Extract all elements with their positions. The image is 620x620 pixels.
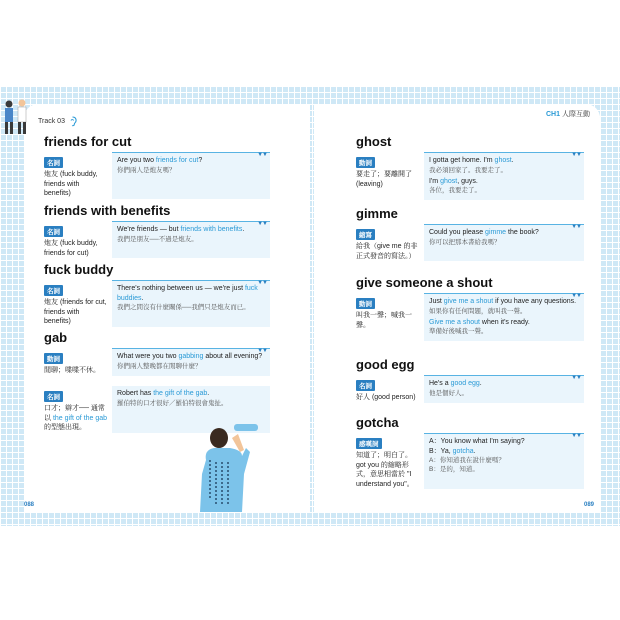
chevron-marks-icon: ▼▼ — [571, 224, 581, 230]
example-sentence: What were you two gabbing about all evening? — [117, 353, 263, 360]
pos-badge: 動詞 — [44, 353, 63, 364]
track-number: Track 03 — [38, 117, 65, 125]
term-heading: gotcha — [356, 415, 399, 430]
man-pointing-illustration — [186, 420, 268, 512]
pos-badge: 名詞 — [44, 157, 63, 168]
example-translation: 你可以把那本書給我嗎？ — [429, 238, 501, 246]
chapter-badge: CH1 — [545, 110, 560, 118]
entry-gotcha — [356, 433, 584, 489]
people-illustration — [0, 98, 32, 138]
example-translation: 我們之間沒有什麼關係──我們只是炮友而已。 — [117, 304, 250, 311]
example-sentence: I'm ghost, guys. — [429, 177, 478, 185]
dialogue-line: B：Ya, gotcha. — [429, 447, 476, 455]
example-translation: 各位，我要走了。 — [429, 187, 481, 194]
meaning: 口才；辯才── 通常以 the gift of the gab 的型態出現。 — [44, 405, 108, 431]
chevron-marks-icon: ▼▼ — [571, 293, 581, 299]
term-heading: fuck buddy — [44, 262, 114, 277]
meaning: 炮友 (fuck buddy, friends for cut) — [44, 240, 98, 257]
term-heading: gab — [44, 330, 68, 345]
chapter-header — [546, 109, 590, 119]
meaning: 要走了；要離開了 (leaving) — [356, 171, 412, 188]
chevron-marks-icon: ▼▼ — [257, 152, 267, 158]
term-heading: good egg — [356, 357, 415, 372]
example-box — [424, 224, 584, 261]
dialogue-translation: A：你知道我在說什麼嗎？ — [429, 457, 505, 464]
page-number: 089 — [584, 502, 595, 508]
example-sentence: He's a good egg. — [429, 380, 482, 387]
meaning: 炮友 (friends for cut, friends with benefits) — [44, 299, 107, 325]
example-sentence: Just give me a shout if you have any questions. — [429, 298, 577, 305]
example-sentence: Give me a shout when it's ready. — [429, 318, 530, 326]
example-translation: 你們兩人整晚都在閒聊什麼？ — [117, 362, 202, 370]
meaning: 閒聊；喋喋不休。 — [44, 367, 100, 374]
example-sentence: Robert has the gift of the gab. — [117, 390, 210, 397]
chevron-marks-icon: ▼▼ — [257, 221, 267, 227]
term-heading: ghost — [356, 134, 392, 149]
pos-badge: 動詞 — [356, 157, 375, 168]
meaning: 給我（give me 的非正式發音的寫法。） — [356, 243, 418, 260]
chevron-marks-icon: ▼▼ — [257, 280, 267, 286]
pos-badge: 名詞 — [356, 380, 375, 391]
example-sentence: Could you please gimme the book? — [429, 229, 539, 236]
example-box — [424, 293, 584, 341]
pos-badge: 名詞 — [44, 285, 63, 296]
meaning: 好人 (good person) — [356, 394, 416, 401]
meaning: 炮友 (fuck buddy, friends with benefits) — [44, 171, 98, 197]
term-heading: friends with benefits — [44, 203, 171, 218]
entry-gimme — [356, 224, 584, 261]
example-translation: 我必須回家了。我要走了。 — [429, 166, 507, 174]
meaning: 知道了；明白了。got you 的縮略形式，意思相當於 "I understand you"。 — [356, 452, 414, 488]
chevron-marks-icon: ▼▼ — [571, 433, 581, 439]
example-box — [424, 152, 584, 200]
example-sentence: There's nothing between us — we're just fuck buddies. — [117, 285, 258, 302]
track-label — [38, 114, 77, 128]
example-translation: 羅伯特的口才很好／羅伯特很會鬼扯。 — [117, 399, 228, 407]
example-box — [424, 433, 584, 489]
example-translation: 我們是朋友──不過是炮友。 — [117, 235, 198, 243]
example-translation: 準備好後喊我一聲。 — [429, 328, 488, 335]
entry-ghost — [356, 152, 584, 200]
entry-fuck-buddy — [44, 280, 270, 327]
example-sentence: We're friends — but friends with benefits. — [117, 226, 245, 233]
example-box — [112, 280, 270, 327]
example-box — [112, 348, 270, 376]
chevron-marks-icon: ▼▼ — [571, 152, 581, 158]
chapter-title: 人際互動 — [562, 111, 590, 118]
example-sentence: I gotta get home. I'm ghost. — [429, 157, 514, 164]
pos-badge: 縮寫 — [356, 229, 375, 240]
pos-badge: 感嘆詞 — [356, 438, 382, 449]
page-number: 088 — [24, 502, 35, 508]
entry-good-egg — [356, 375, 584, 403]
entry-give-someone-a-shout — [356, 293, 584, 341]
pos-badge: 動詞 — [356, 298, 375, 309]
example-box — [112, 152, 270, 199]
example-sentence: Are you two friends for cut? — [117, 157, 203, 164]
entry-friends-with-benefits — [44, 221, 270, 258]
term-heading: gimme — [356, 206, 398, 221]
pos-badge: 名詞 — [44, 391, 63, 402]
entry-gab-verb — [44, 348, 270, 376]
term-heading: give someone a shout — [356, 275, 493, 290]
meaning: 叫我一聲；喊我一聲。 — [356, 312, 412, 329]
example-box — [424, 375, 584, 403]
ear-icon[interactable] — [68, 116, 77, 127]
pos-badge: 名詞 — [44, 226, 63, 237]
example-translation: 他是個好人。 — [429, 389, 468, 397]
example-box — [112, 221, 270, 258]
dialogue-translation: B：是的，知道。 — [429, 466, 479, 473]
term-heading: friends for cut — [44, 134, 132, 149]
dialogue-line: A：You know what I'm saying? — [429, 438, 525, 445]
example-translation: 你們兩人是炮友嗎？ — [117, 166, 176, 174]
chevron-marks-icon: ▼▼ — [257, 348, 267, 354]
example-translation: 如果你有任何問題，就叫我一聲。 — [429, 307, 527, 315]
chevron-marks-icon: ▼▼ — [571, 375, 581, 381]
entry-friends-for-cut — [44, 152, 270, 199]
